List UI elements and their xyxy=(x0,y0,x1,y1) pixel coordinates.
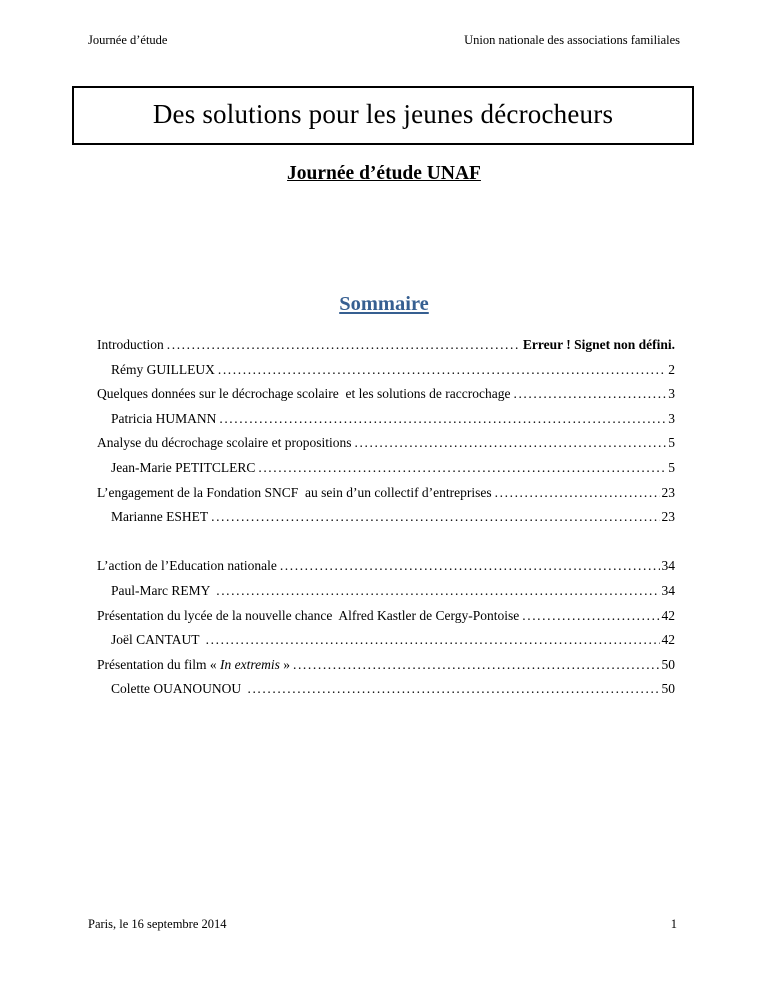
toc-entry-page: 2 xyxy=(668,361,675,377)
page-footer xyxy=(88,917,677,932)
toc-entry[interactable] xyxy=(97,460,675,485)
toc-entry[interactable] xyxy=(97,509,675,534)
toc-entry-label: Rémy GUILLEUX xyxy=(111,361,215,377)
toc-leader-dots xyxy=(247,681,659,697)
table-of-contents xyxy=(97,337,675,706)
toc-leader-dots xyxy=(219,411,666,427)
toc-entry-label: Présentation du lycée de la nouvelle chance Alfred Kastler de Cergy-Pontoise xyxy=(97,607,520,623)
running-header xyxy=(88,33,680,48)
toc-heading: Sommaire xyxy=(339,293,429,315)
toc-entry-label: L’action de l’Education nationale xyxy=(97,558,277,574)
toc-entry-page: Erreur ! Signet non défini. xyxy=(522,337,675,352)
toc-entry[interactable] xyxy=(97,583,675,608)
toc-entry-label: Introduction xyxy=(97,337,164,352)
toc-entry-label: Patricia HUMANN xyxy=(111,410,217,426)
footer-date-text: Paris, le 16 septembre 2014 xyxy=(88,917,227,931)
toc-entry[interactable] xyxy=(97,681,675,706)
toc-entry-page: 50 xyxy=(661,681,675,697)
toc-entry[interactable] xyxy=(97,362,675,387)
toc-entry-page: 42 xyxy=(661,632,675,648)
toc-leader-dots xyxy=(211,509,659,525)
toc-entry-page: 5 xyxy=(668,435,675,451)
toc-entry-label: Présentation du film « In extremis » xyxy=(97,656,290,672)
toc-entry-page: 42 xyxy=(661,607,675,623)
toc-leader-dots xyxy=(293,657,660,673)
toc-entry[interactable] xyxy=(97,632,675,657)
toc-leader-dots xyxy=(218,362,666,378)
toc-entry-label: Colette OUANOUNOU xyxy=(111,681,245,697)
header-right-text: Union nationale des associations familiales xyxy=(464,33,680,47)
toc-entry-label: Quelques données sur le décrochage scolaire et les solutions de raccrochage xyxy=(97,386,511,402)
toc-entry-label: Marianne ESHET xyxy=(111,509,209,525)
toc-entry-label: Joël CANTAUT xyxy=(111,632,203,648)
toc-entry[interactable] xyxy=(97,386,675,411)
toc-entry-page: 23 xyxy=(661,484,675,500)
toc-entry[interactable] xyxy=(97,337,675,362)
toc-entry-page: 3 xyxy=(668,386,675,402)
toc-entry-label: Paul-Marc REMY xyxy=(111,582,214,598)
toc-entry-page: 34 xyxy=(661,558,675,574)
toc-leader-dots xyxy=(216,583,659,599)
toc-leader-dots xyxy=(513,386,666,402)
toc-entry-page: 5 xyxy=(668,459,675,475)
toc-leader-dots xyxy=(206,632,660,648)
toc-entry[interactable] xyxy=(97,435,675,460)
toc-entry-label: Jean-Marie PETITCLERC xyxy=(111,459,256,475)
toc-entry[interactable] xyxy=(97,558,675,583)
toc-entry-page: 3 xyxy=(668,410,675,426)
toc-entry[interactable] xyxy=(97,657,675,682)
toc-leader-dots xyxy=(522,608,659,624)
toc-entry[interactable] xyxy=(97,411,675,436)
toc-leader-dots xyxy=(167,337,521,353)
title-box xyxy=(72,86,694,145)
toc-entry-label: L’engagement de la Fondation SNCF au sein d’un collectif d’entreprises xyxy=(97,484,492,500)
toc-leader-dots xyxy=(258,460,666,476)
header-left-text: Journée d’étude xyxy=(88,33,168,47)
footer-page-number: 1 xyxy=(670,917,677,931)
toc-entry[interactable] xyxy=(97,485,675,510)
document-title: Des solutions pour les jeunes décrocheurs xyxy=(152,99,614,129)
toc-leader-dots xyxy=(280,558,660,574)
toc-entry-label: Analyse du décrochage scolaire et propositions xyxy=(97,435,352,451)
toc-entry-page: 23 xyxy=(661,509,675,525)
toc-leader-dots xyxy=(495,485,660,501)
toc-entry[interactable] xyxy=(97,608,675,633)
toc-entry-page: 50 xyxy=(661,656,675,672)
toc-entry-page: 34 xyxy=(661,582,675,598)
toc-leader-dots xyxy=(355,435,667,451)
document-subtitle: Journée d’étude UNAF xyxy=(287,163,481,184)
